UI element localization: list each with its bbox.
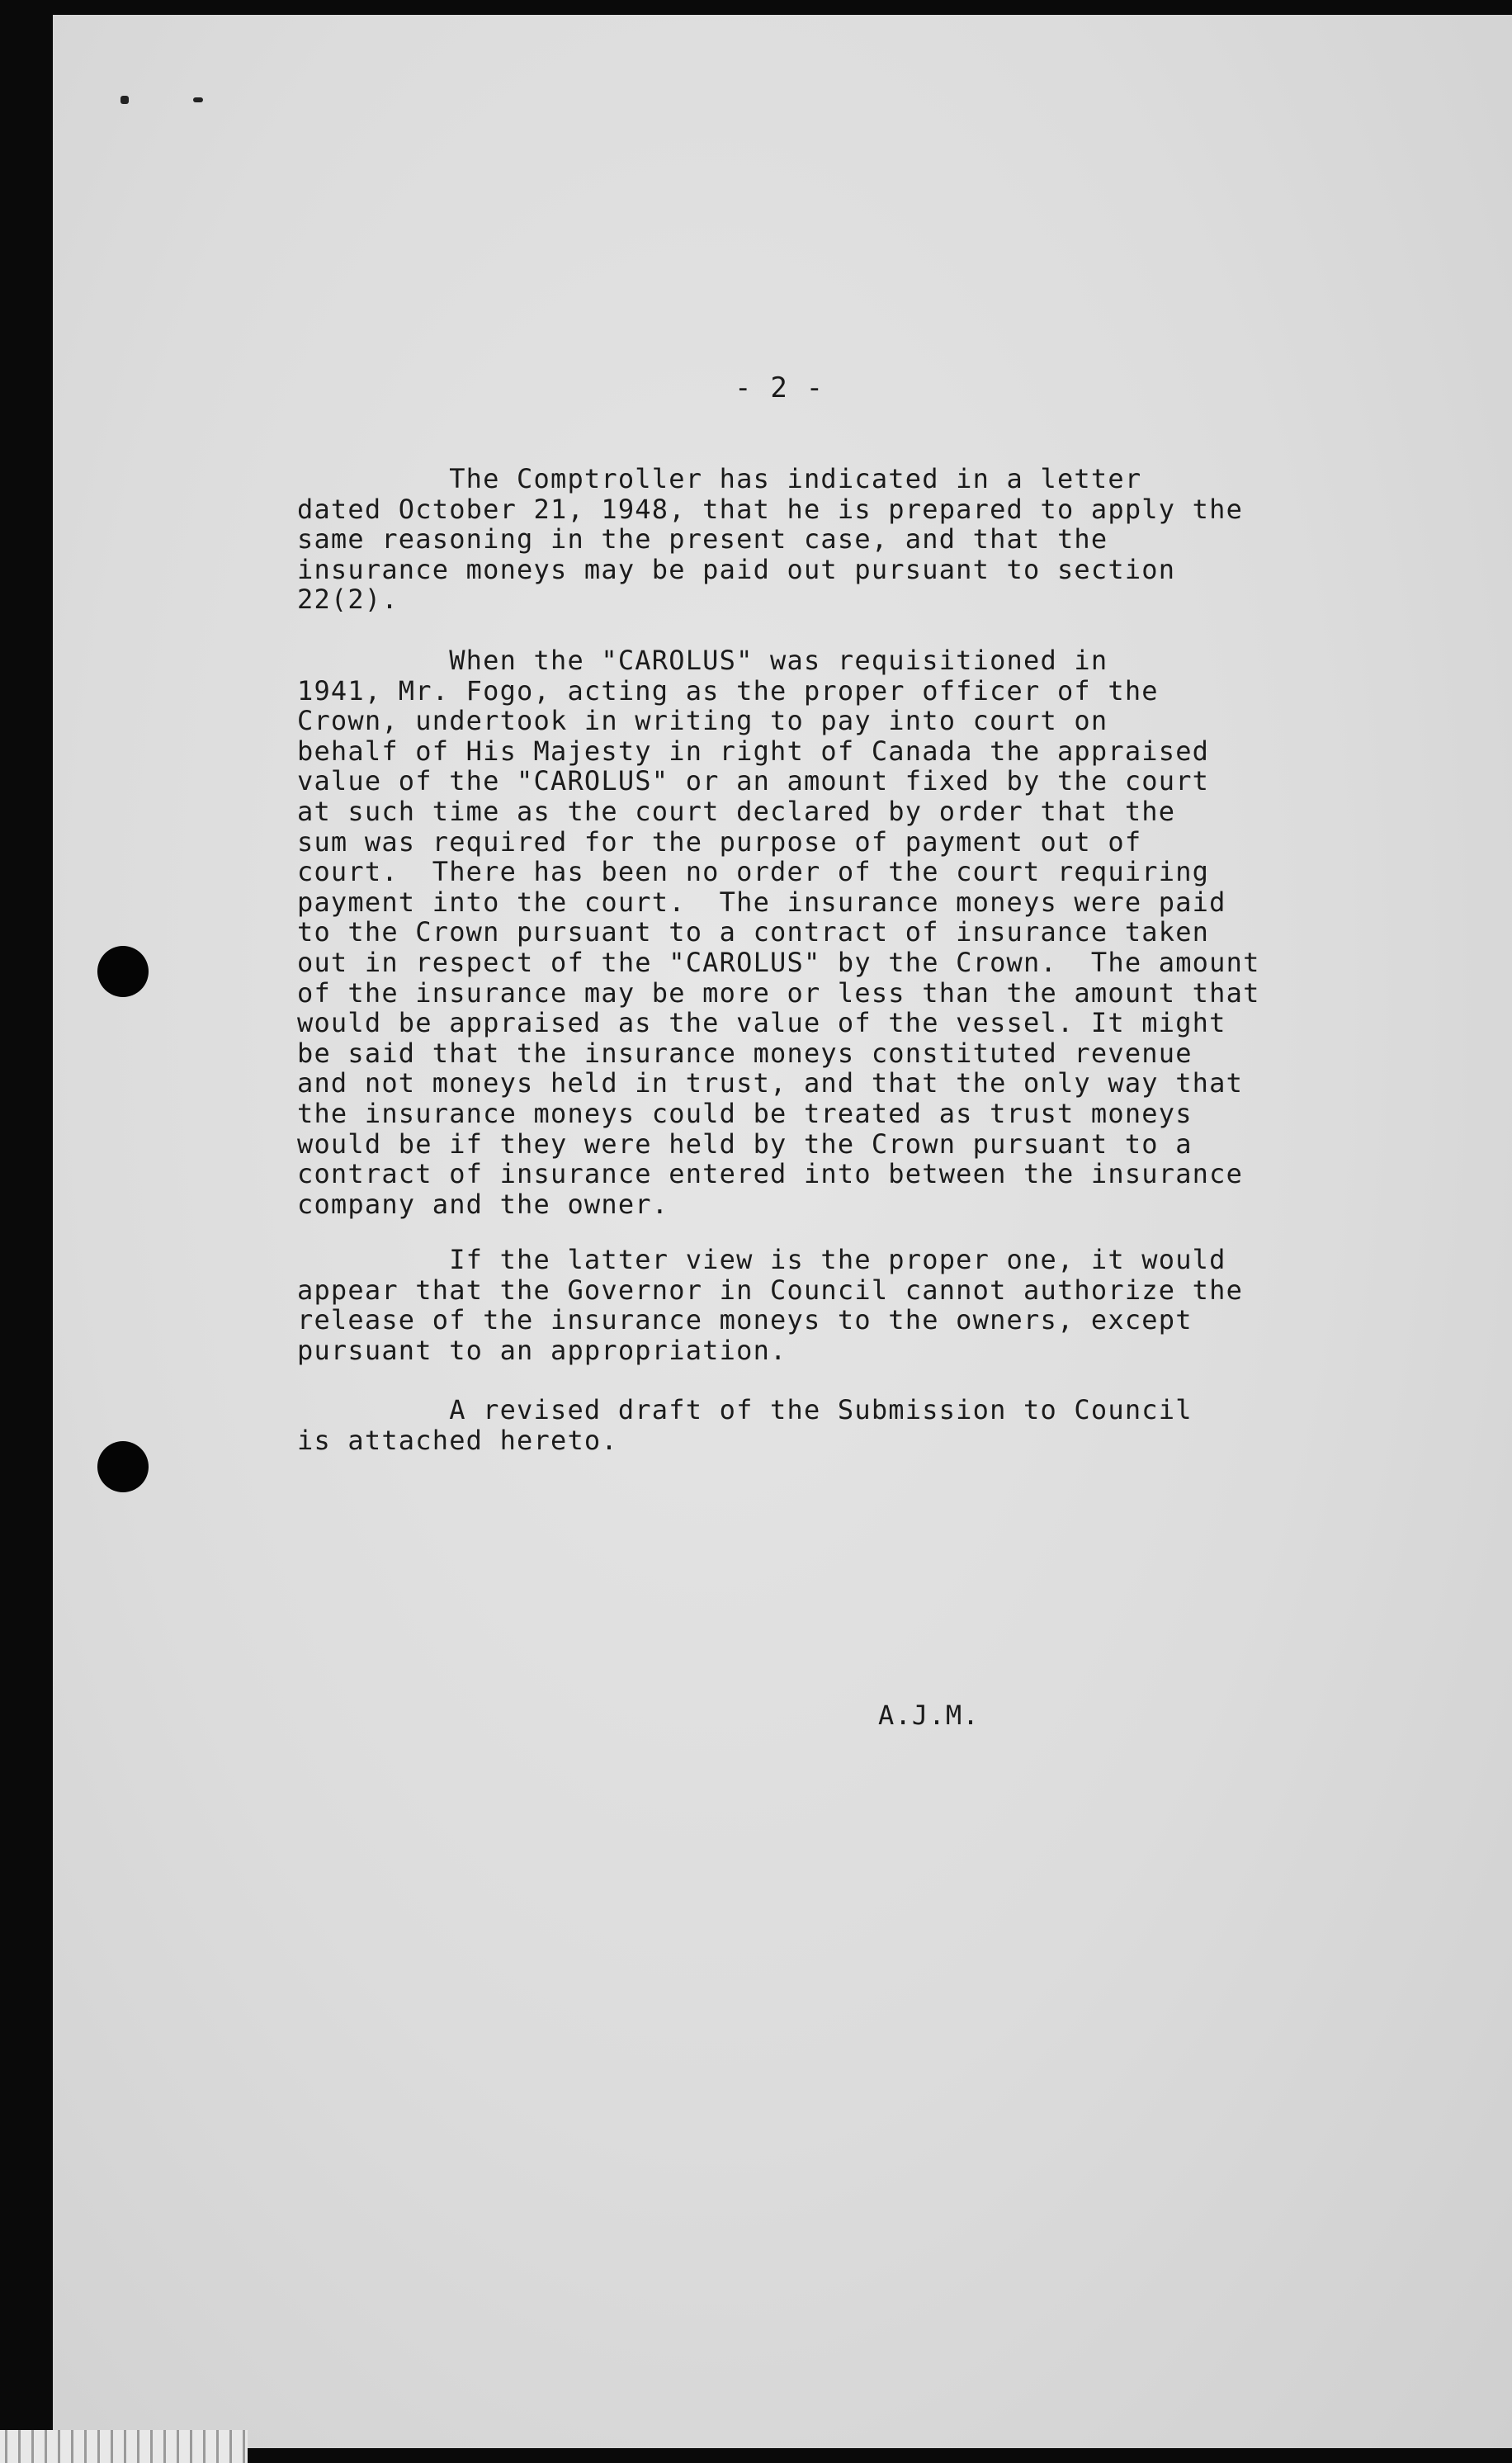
paper-mark: [193, 97, 203, 102]
punch-hole-icon: [97, 946, 149, 997]
paragraph-comptroller-letter: The Comptroller has indicated in a letter dated October 21, 1948, that he is prepared to apply the same reasoning in the present case, and that the insurance moneys may be paid out pursuant to section 22(2).: [297, 463, 1244, 616]
film-edge-strip: [0, 2430, 248, 2463]
page-number: - 2 -: [735, 371, 825, 404]
author-initials: A.J.M.: [878, 1700, 980, 1731]
paragraph-governor-in-council: If the latter view is the proper one, it would appear that the Governor in Council cannot authorize the release of the insurance moneys to the owners, except pursuant to an appropriation.: [297, 1244, 1244, 1366]
paper-mark: [120, 96, 129, 104]
punch-hole-icon: [97, 1441, 149, 1492]
paragraph-carolus-requisition: When the "CAROLUS" was requisitioned in 1941, Mr. Fogo, acting as the proper officer of the Crown, undertook in writing to pay into court on behalf of His Majesty in right of Canada the appraised value of the "CAROLUS" or an amount fixed by the court at such time as the court declared by order that the sum was required for the purpose of payment out of court. There has been no order of the court requiring payment into the court. The insurance moneys were paid to the Crown pursuant to a contract of insurance taken out in respect of the "CAROLUS" by the Crown. The amount of the insurance may be more or less than the amount that would be appraised as the value of the vessel. It might be said that the insurance moneys constituted revenue and not moneys held in trust, and that the only way that the insurance moneys could be treated as trust moneys would be if they were held by the Crown pursuant to a contract of insurance entered into between the insurance company and the owner.: [297, 645, 1260, 1220]
paragraph-revised-draft: A revised draft of the Submission to Council is attached hereto.: [297, 1394, 1193, 1456]
